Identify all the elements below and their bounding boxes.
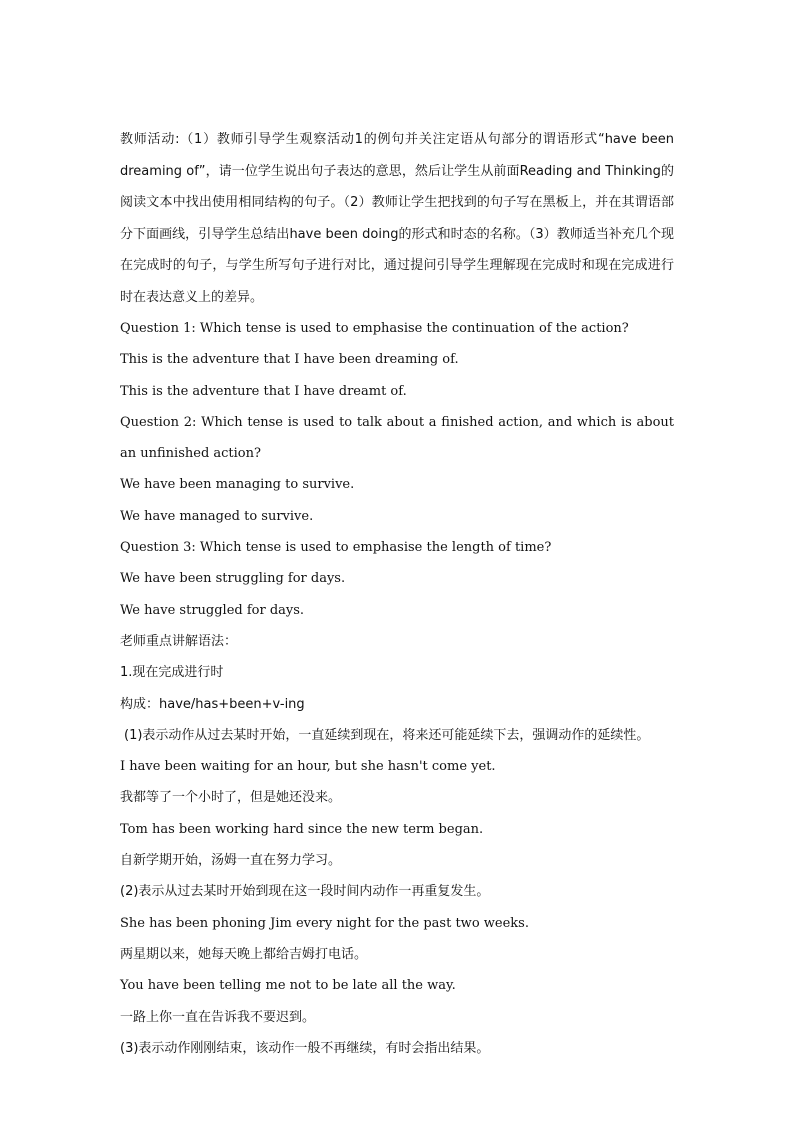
example-2-chinese: 自新学期开始，汤姆一直在努力学习。 [120, 853, 342, 869]
usage-2: (2)表示从过去某时开始到现在这一段时间内动作一再重复发生。 [120, 884, 490, 900]
example-4-chinese: 一路上你一直在告诉我不要迟到。 [120, 1009, 316, 1025]
example-4-english: You have been telling me not to be late all the way. [120, 978, 456, 994]
example-3-chinese: 两星期以来，她每天晚上都给吉姆打电话。 [120, 946, 368, 962]
question-3: Question 3: Which tense is used to emphasise the length of time? [120, 540, 552, 556]
question-2-example-a: We have been managing to survive. [120, 477, 355, 493]
usage-1: (1)表示动作从过去某时开始，一直延续到现在，将来还可能延续下去，强调动作的延续性。 [124, 727, 650, 743]
document-page [120, 124, 674, 1064]
question-1: Question 1: Which tense is used to emphasise the continuation of the action? [120, 321, 629, 336]
usage-3: (3)表示动作刚刚结束，该动作一般不再继续，有时会指出结果。 [120, 1040, 490, 1056]
example-2-english: Tom has been working hard since the new term began. [120, 821, 484, 837]
structure-line: 构成：have/has+been+v-ing [120, 696, 305, 712]
grammar-heading: 老师重点讲解语法： [120, 633, 238, 649]
question-3-example-a: We have been struggling for days. [120, 571, 346, 587]
example-3-english: She has been phoning Jim every night for the past two weeks. [120, 915, 529, 931]
question-2: Question 2: Which tense is used to talk about a finished action, and which is about an unfinished action? [120, 414, 674, 462]
question-3-example-b: We have struggled for days. [120, 602, 305, 618]
section-1-title: 1.现在完成进行时 [120, 665, 224, 681]
teacher-activity-paragraph: 教师活动:（1）教师引导学生观察活动1的例句并关注定语从句部分的谓语形式“have been dreaming of”，请一位学生说出句子表达的意思，然后让学生从前面Reading and Thinking的阅读文本中找出使用相同结构的句子。（2）教师让学生把找到的句子写在黑板上，并在其谓语部分下面画线，引导学生总结出have been doing的形式和时态的名称。（3）教师适当补充几个现在完成时的句子，与学生所写句子进行对比，通过提问引导学生理解现在完成时和现在完成进行时在表达意义上的差异。 [120, 132, 674, 305]
example-1-chinese: 我都等了一个小时了，但是她还没来。 [120, 790, 342, 806]
question-1-example-a: This is the adventure that I have been dreaming of. [120, 352, 459, 368]
question-1-example-b: This is the adventure that I have dreamt of. [120, 383, 407, 399]
example-1-english: I have been waiting for an hour, but she hasn't come yet. [120, 759, 496, 775]
question-2-example-b: We have managed to survive. [120, 508, 314, 524]
